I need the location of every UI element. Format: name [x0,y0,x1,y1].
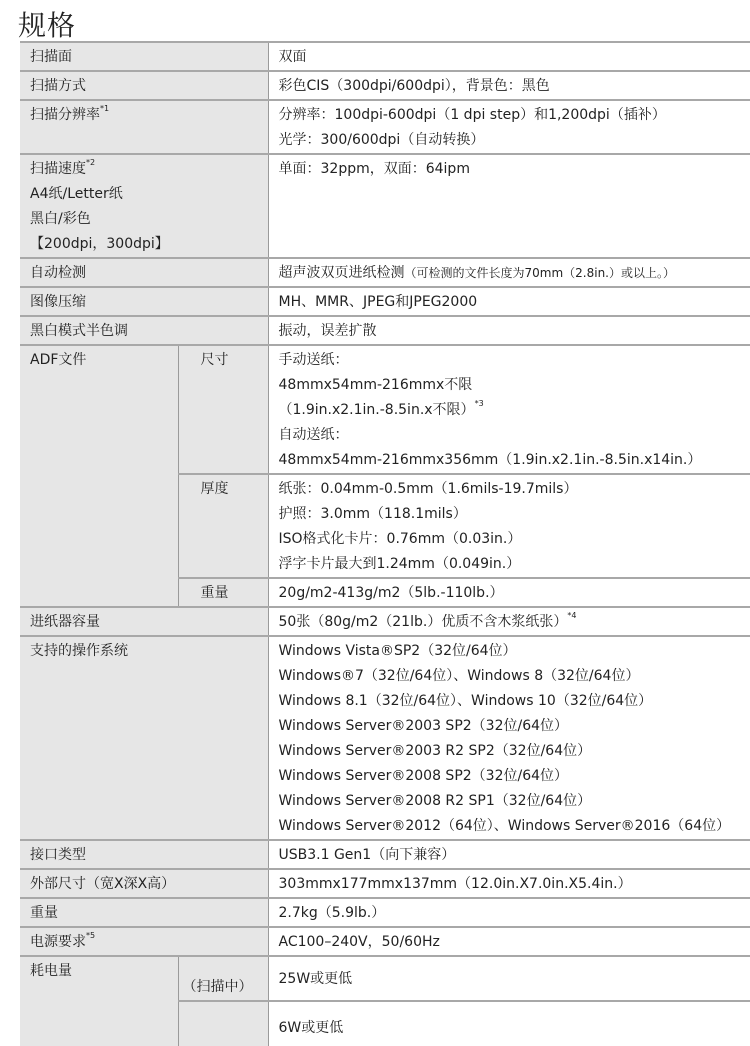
row-label: 耗电量 [20,956,178,1046]
footnote: *2 [86,158,95,167]
value-line: ISO格式化卡片：0.76mm（0.03in.） [279,527,750,552]
value-line: Windows Server®2008 R2 SP1（32位/64位） [279,789,750,814]
value-line: 自动送纸： [279,423,750,448]
value-line: 光学：300/600dpi（自动转换） [279,128,750,153]
row-value: AC100–240V，50/60Hz [268,927,750,956]
footnote: *1 [100,104,109,113]
value-line: 分辨率：100dpi-600dpi（1 dpi step）和1,200dpi（插补） [279,103,750,128]
row-label: 重量 [20,898,268,927]
table-row [20,927,750,956]
value-line: 48mmx54mm-216mmx356mm（1.9in.x2.1in.-8.5in.x14in.） [279,448,750,473]
table-row [20,345,750,474]
sub-label: （扫描中） [178,956,268,1001]
sub-label: 尺寸 [178,345,268,474]
label-line: 【200dpi，300dpi】 [30,232,268,257]
row-label: 扫描面 [20,42,268,71]
value-note: （可检测的文件长度为70mm（2.8in.）或以上。） [405,266,676,280]
sub-label: 重量 [178,578,268,607]
row-value [268,636,750,840]
row-label: 扫描方式 [20,71,268,100]
value-line: Windows Server®2003 R2 SP2（32位/64位） [279,739,750,764]
row-label: 接口类型 [20,840,268,869]
row-value: 单面：32ppm，双面：64ipm [268,154,750,258]
row-label: 图像压缩 [20,287,268,316]
value-line [279,398,750,423]
table-row [20,840,750,869]
label-line [30,157,268,182]
row-value: MH、MMR、JPEG和JPEG2000 [268,287,750,316]
value-line: Windows Server®2003 SP2（32位/64位） [279,714,750,739]
label-text: 扫描分辨率 [30,107,100,123]
row-value: 6W或更低 [268,1001,750,1046]
row-value [268,345,750,474]
footnote: *3 [475,399,484,408]
row-value: 振动，误差扩散 [268,316,750,345]
row-value: 303mmx177mmx137mm（12.0in.X7.0in.X5.4in.） [268,869,750,898]
value-text: 50张（80g/m2（21lb.）优质不含木浆纸张） [279,614,568,630]
row-label [20,927,268,956]
row-value [268,258,750,287]
table-row [20,100,750,154]
value-text: 超声波双页进纸检测 [279,265,405,281]
table-row [20,869,750,898]
value-line: Windows Vista®SP2（32位/64位） [279,639,750,664]
table-row [20,154,750,258]
row-label: ADF文件 [20,345,178,607]
row-value: 25W或更低 [268,956,750,1001]
row-value [268,100,750,154]
value-line: Windows 8.1（32位/64位）、Windows 10（32位/64位） [279,689,750,714]
row-value: 彩色CIS（300dpi/600dpi），背景色：黑色 [268,71,750,100]
label-text: 电源要求 [30,934,86,950]
value-line: 纸张：0.04mm-0.5mm（1.6mils-19.7mils） [279,477,750,502]
row-value: USB3.1 Gen1（向下兼容） [268,840,750,869]
value-line: 手动送纸： [279,348,750,373]
label-text: 扫描速度 [30,161,86,177]
row-label: 支持的操作系统 [20,636,268,840]
row-label: 进纸器容量 [20,607,268,636]
table-row [20,71,750,100]
label-line: 黑白/彩色 [30,207,268,232]
table-row [20,607,750,636]
row-value: 20g/m2-413g/m2（5lb.-110lb.） [268,578,750,607]
row-label: 外部尺寸（宽X深X高） [20,869,268,898]
table-row [20,316,750,345]
value-line: Windows Server®2008 SP2（32位/64位） [279,764,750,789]
row-label: 自动检测 [20,258,268,287]
row-label [20,154,268,258]
table-row [20,258,750,287]
row-label [20,100,268,154]
table-row [20,898,750,927]
row-label: 黑白模式半色调 [20,316,268,345]
spec-table [20,41,750,1046]
row-value [268,607,750,636]
table-row [20,287,750,316]
row-value: 双面 [268,42,750,71]
row-value [268,474,750,578]
value-line: Windows Server®2012（64位）、Windows Server®2016（64位） [279,814,750,839]
value-text: （1.9in.x2.1in.-8.5in.x不限） [279,402,475,418]
footnote: *4 [567,611,576,620]
value-line: 浮字卡片最大到1.24mm（0.049in.） [279,552,750,577]
footnote: *5 [86,931,95,940]
value-line: 护照：3.0mm（118.1mils） [279,502,750,527]
page-title: 规格 [18,4,76,44]
row-value: 2.7kg（5.9lb.） [268,898,750,927]
sub-label: 厚度 [178,474,268,578]
value-line: Windows®7（32位/64位）、Windows 8（32位/64位） [279,664,750,689]
sub-label [178,1001,268,1046]
label-line: A4纸/Letter纸 [30,182,268,207]
table-row [20,636,750,840]
value-line: 48mmx54mm-216mmx不限 [279,373,750,398]
table-row [20,42,750,71]
